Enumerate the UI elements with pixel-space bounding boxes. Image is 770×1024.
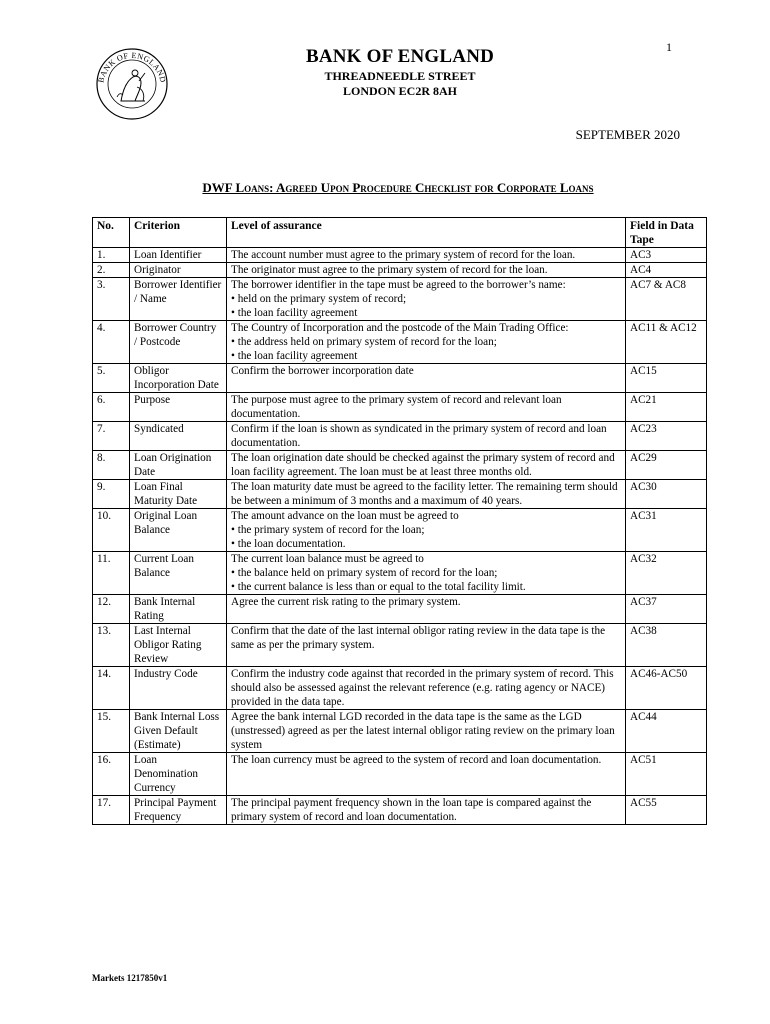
footer-reference: Markets 1217850v1 [92, 973, 168, 983]
assurance-text: The borrower identifier in the tape must be agreed to the borrower’s name: [231, 279, 566, 291]
table-row [93, 278, 707, 321]
row-criterion: Industry Code [130, 667, 227, 710]
table-row [93, 248, 707, 263]
row-criterion: Borrower Country / Postcode [130, 321, 227, 364]
assurance-text: Confirm if the loan is shown as syndicated in the primary system of record and loan documentation. [231, 423, 607, 449]
row-number: 14. [93, 667, 130, 710]
row-number: 5. [93, 364, 130, 393]
row-number: 10. [93, 509, 130, 552]
row-number: 2. [93, 263, 130, 278]
row-number: 4. [93, 321, 130, 364]
row-number: 3. [93, 278, 130, 321]
assurance-bullet: • the address held on primary system of record for the loan; [231, 336, 497, 348]
row-criterion: Principal Payment Frequency [130, 796, 227, 825]
table-row [93, 710, 707, 753]
assurance-text: Agree the current risk rating to the primary system. [231, 596, 461, 608]
row-level-of-assurance [227, 248, 626, 263]
assurance-text: The account number must agree to the primary system of record for the loan. [231, 249, 576, 261]
row-level-of-assurance [227, 796, 626, 825]
table-row [93, 321, 707, 364]
row-level-of-assurance [227, 552, 626, 595]
table-row [93, 480, 707, 509]
checklist-body [93, 248, 707, 825]
row-level-of-assurance [227, 263, 626, 278]
svg-text:BANK OF ENGLAND: BANK OF ENGLAND [96, 50, 168, 84]
assurance-text: Confirm the industry code against that recorded in the primary system of record. This should also be assessed against the relevant reference (e.g. rating agency or NACE) provided in the data tape. [231, 668, 614, 708]
assurance-bullet: • the current balance is less than or equal to the total facility limit. [231, 581, 526, 593]
assurance-text: The current loan balance must be agreed to [231, 553, 424, 565]
assurance-bullet: • the loan facility agreement [231, 350, 358, 362]
row-field-in-data-tape: AC21 [626, 393, 707, 422]
row-criterion: Originator [130, 263, 227, 278]
assurance-text: The originator must agree to the primary system of record for the loan. [231, 264, 548, 276]
assurance-text: Agree the bank internal LGD recorded in the data tape is the same as the LGD (unstressed) agreed as per the latest internal obligor rating review on the primary loan system [231, 711, 615, 751]
city-postcode: LONDON EC2R 8AH [342, 84, 457, 98]
assurance-bullet: • the loan documentation. [231, 538, 346, 550]
table-row [93, 667, 707, 710]
row-level-of-assurance [227, 509, 626, 552]
row-field-in-data-tape: AC11 & AC12 [626, 321, 707, 364]
row-number: 9. [93, 480, 130, 509]
table-header-row [93, 218, 707, 248]
assurance-text: The loan currency must be agreed to the system of record and loan documentation. [231, 754, 602, 766]
header-no: No. [93, 218, 130, 248]
table-row [93, 753, 707, 796]
row-field-in-data-tape: AC46-AC50 [626, 667, 707, 710]
row-field-in-data-tape: AC51 [626, 753, 707, 796]
header-level-of-assurance: Level of assurance [227, 218, 626, 248]
row-number: 15. [93, 710, 130, 753]
table-row [93, 624, 707, 667]
table-row [93, 393, 707, 422]
row-criterion: Current Loan Balance [130, 552, 227, 595]
assurance-bullet: • the balance held on primary system of record for the loan; [231, 567, 498, 579]
row-criterion: Loan Identifier [130, 248, 227, 263]
assurance-text: The purpose must agree to the primary system of record and relevant loan documentation. [231, 394, 562, 420]
row-criterion: Obligor Incorporation Date [130, 364, 227, 393]
document-date: SEPTEMBER 2020 [575, 127, 680, 142]
row-level-of-assurance [227, 321, 626, 364]
row-criterion: Bank Internal Loss Given Default (Estimate) [130, 710, 227, 753]
assurance-text: The loan maturity date must be agreed to the facility letter. The remaining term should be between a minimum of 3 months and a maximum of 40 years. [231, 481, 618, 507]
assurance-bullet: • the primary system of record for the loan; [231, 524, 425, 536]
table-row [93, 451, 707, 480]
row-field-in-data-tape: AC32 [626, 552, 707, 595]
row-field-in-data-tape: AC3 [626, 248, 707, 263]
row-criterion: Loan Origination Date [130, 451, 227, 480]
assurance-text: The loan origination date should be checked against the primary system of record and loan facility agreement. The loan must be at least three months old. [231, 452, 615, 478]
row-criterion: Syndicated [130, 422, 227, 451]
street-address: THREADNEEDLE STREET [324, 69, 476, 83]
row-field-in-data-tape: AC23 [626, 422, 707, 451]
row-criterion: Purpose [130, 393, 227, 422]
assurance-bullet: • held on the primary system of record; [231, 293, 407, 305]
row-criterion: Loan Denomination Currency [130, 753, 227, 796]
row-level-of-assurance [227, 753, 626, 796]
header-field-in-data-tape: Field in Data Tape [626, 218, 707, 248]
table-row [93, 595, 707, 624]
table-row [93, 509, 707, 552]
row-level-of-assurance [227, 595, 626, 624]
assurance-text: The principal payment frequency shown in the loan tape is compared against the primary system of record and loan documentation. [231, 797, 592, 823]
row-criterion: Last Internal Obligor Rating Review [130, 624, 227, 667]
row-field-in-data-tape: AC31 [626, 509, 707, 552]
row-number: 6. [93, 393, 130, 422]
table-row [93, 422, 707, 451]
row-level-of-assurance [227, 667, 626, 710]
row-field-in-data-tape: AC29 [626, 451, 707, 480]
row-criterion: Borrower Identifier / Name [130, 278, 227, 321]
row-field-in-data-tape: AC7 & AC8 [626, 278, 707, 321]
row-level-of-assurance [227, 624, 626, 667]
row-field-in-data-tape: AC37 [626, 595, 707, 624]
row-level-of-assurance [227, 422, 626, 451]
assurance-text: Confirm that the date of the last internal obligor rating review in the data tape is the same as per the primary system. [231, 625, 606, 651]
row-field-in-data-tape: AC38 [626, 624, 707, 667]
row-field-in-data-tape: AC30 [626, 480, 707, 509]
assurance-text: The amount advance on the loan must be agreed to [231, 510, 459, 522]
row-criterion: Original Loan Balance [130, 509, 227, 552]
row-number: 17. [93, 796, 130, 825]
table-row [93, 263, 707, 278]
document-title: DWF Loans: Agreed Upon Procedure Checklist for Corporate Loans [202, 180, 594, 195]
row-field-in-data-tape: AC4 [626, 263, 707, 278]
row-number: 1. [93, 248, 130, 263]
assurance-bullet: • the loan facility agreement [231, 307, 358, 319]
checklist-table [92, 217, 707, 825]
row-criterion: Bank Internal Rating [130, 595, 227, 624]
row-level-of-assurance [227, 393, 626, 422]
table-row [93, 552, 707, 595]
assurance-text: Confirm the borrower incorporation date [231, 365, 414, 377]
table-row [93, 364, 707, 393]
row-field-in-data-tape: AC15 [626, 364, 707, 393]
row-number: 16. [93, 753, 130, 796]
row-field-in-data-tape: AC55 [626, 796, 707, 825]
row-level-of-assurance [227, 451, 626, 480]
page-number: 1 [666, 40, 672, 54]
row-criterion: Loan Final Maturity Date [130, 480, 227, 509]
header-criterion: Criterion [130, 218, 227, 248]
table-row [93, 796, 707, 825]
row-level-of-assurance [227, 278, 626, 321]
row-number: 13. [93, 624, 130, 667]
row-level-of-assurance [227, 480, 626, 509]
row-level-of-assurance [227, 364, 626, 393]
assurance-text: The Country of Incorporation and the postcode of the Main Trading Office: [231, 322, 569, 334]
row-number: 11. [93, 552, 130, 595]
row-field-in-data-tape: AC44 [626, 710, 707, 753]
row-number: 12. [93, 595, 130, 624]
row-level-of-assurance [227, 710, 626, 753]
row-number: 8. [93, 451, 130, 480]
org-name: BANK OF ENGLAND [305, 46, 495, 67]
row-number: 7. [93, 422, 130, 451]
